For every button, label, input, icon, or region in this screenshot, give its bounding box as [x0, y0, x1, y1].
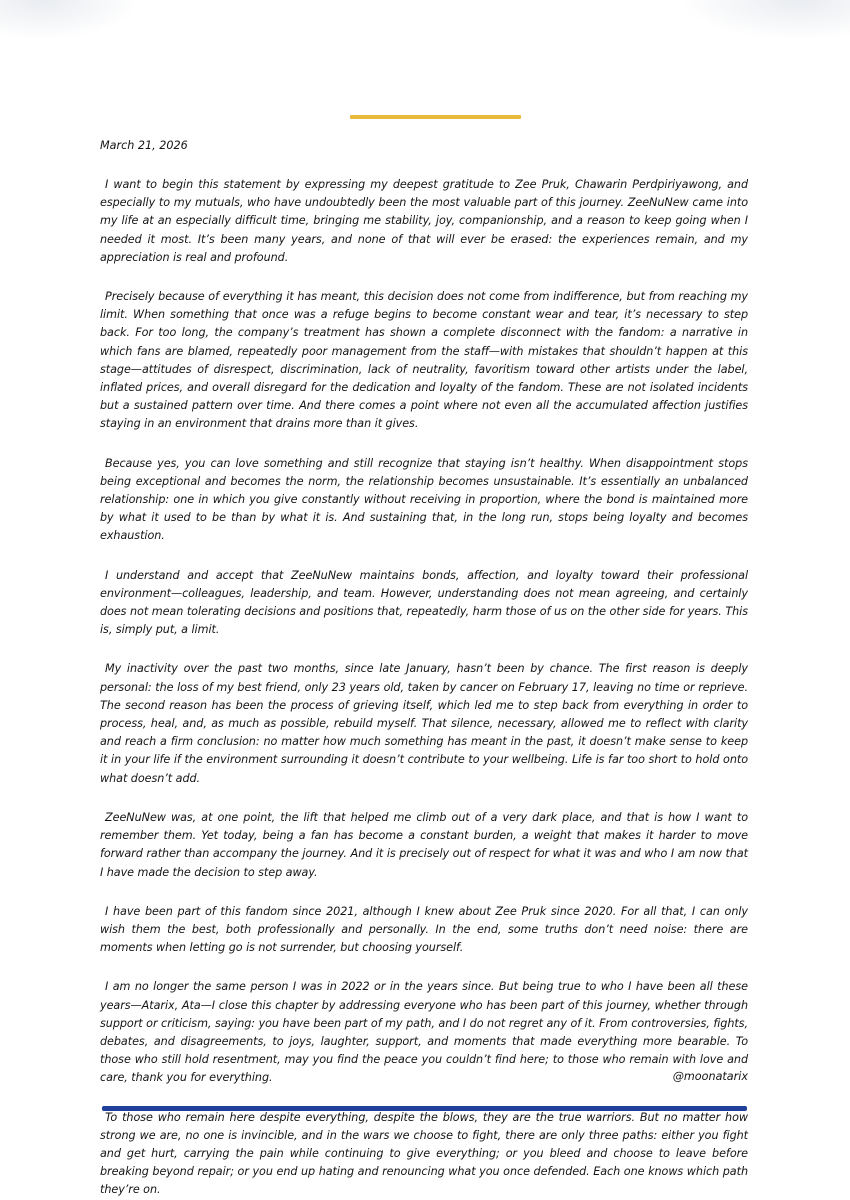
signature-handle: @moonatarix	[672, 1070, 748, 1083]
paragraph-warriors: To those who remain here despite everything, despite the blows, they are the true warriors. But no matter how strong we are, no one is invincible, and in the wars we choose to fight, there are only three paths: either you fight and get hurt, carrying the pain while continuing to give everything; or you bleed and choose to leave before breaking beyond repair; or you end up hating and renouncing what you once defended. Each one knows which path they’re on.	[100, 1110, 748, 1197]
letter-body	[100, 176, 748, 1200]
paragraph-farewell: I am no longer the same person I was in 2022 or in the years since. But being true to who I have been all these years—Atarix, Ata—I close this chapter by addressing everyone who has been part of this journey, whether through support or criticism, saying: you have been part of my path, and I do not regret any of it. From controversies, fights, debates, and disagreements, to joys, laughter, support, and moments that made everything more bearable. To those who still hold resentment, may you find the peace you couldn’t find here; to those who remain with love and care, thank you for everything.	[100, 980, 748, 1085]
paragraph-unhealthy: Because yes, you can love something and still recognize that staying isn’t healthy. When disappointment stops being exceptional and becomes the norm, the relationship becomes unsustainable. It’s essentially an unbalanced relationship: one in which you give constantly without receiving in proportion, where the bond is maintained more by what it used to be than by what it is. And sustaining that, in the long run, stops being loyalty and becomes exhaustion.	[100, 456, 748, 543]
paragraph-inactivity: My inactivity over the past two months, since late January, hasn’t been by chance. The first reason is deeply personal: the loss of my best friend, only 23 years old, taken by cancer on February 17, leaving no time or reprieve. The second reason has been the process of grieving itself, which led me to step back from everything in order to process, heal, and, as much as possible, rebuild myself. That silence, necessary, allowed me to reflect with clarity and reach a firm conclusion: no matter how much something has meant in the past, it doesn’t make sense to keep it in your life if the environment surrounding it doesn’t contribute to your wellbeing. Life is far too short to hold onto what doesn’t add.	[100, 662, 748, 785]
paragraph-understanding: I understand and accept that ZeeNuNew maintains bonds, affection, and loyalty toward their professional environment—colleagues, leadership, and team. However, understanding does not mean agreeing, and certainly does not mean tolerating decisions and positions that, repeatedly, harm those of us on the other side for years. This is, simply put, a limit.	[100, 568, 748, 637]
corner-shadow-left	[0, 0, 140, 40]
letter-date: March 21, 2026	[100, 139, 188, 152]
paragraph-decision: Precisely because of everything it has meant, this decision does not come from indifference, but from reaching my limit. When something that once was a refuge begins to become constant wear and tear, it’s necessary to step back. For too long, the company’s treatment has shown a complete disconnect with the fandom: a narrative in which fans are blamed, repeatedly poor management from the staff—with mistakes that shouldn’t happen at this stage—attitudes of disrespect, discrimination, lack of neutrality, favoritism toward other artists under the label, inflated prices, and overall disregard for the dedication and loyalty of the fandom. These are not isolated incidents but a sustained pattern over time. And there comes a point where not even all the accumulated affection justifies staying in an environment that drains more than it gives.	[100, 290, 748, 431]
top-accent-rule	[350, 115, 521, 119]
paragraph-remember: ZeeNuNew was, at one point, the lift that helped me climb out of a very dark place, and that is how I want to remember them. Yet today, being a fan has become a constant burden, a weight that makes it harder to move forward rather than accompany the journey. And it is precisely out of respect for what it was and who I am now that I have made the decision to step away.	[100, 810, 748, 879]
paragraph-gratitude: I want to begin this statement by expressing my deepest gratitude to Zee Pruk, Chawarin Perdpiriyawong, and especially to my mutuals, who have undoubtedly been the most valuable part of this journey. ZeeNuNew came into my life at an especially difficult time, bringing me stability, joy, companionship, and a reason to keep going when I needed it most. It’s been many years, and none of that will ever be erased: the experiences remain, and my appreciation is real and profound.	[100, 178, 748, 264]
bottom-accent-rule	[102, 1106, 747, 1111]
paragraph-fandom-history: I have been part of this fandom since 2021, although I knew about Zee Pruk since 2020. For all that, I can only wish them the best, both professionally and personally. In the end, some truths don’t need noise: there are moments when letting go is not surrender, but choosing yourself.	[100, 904, 748, 955]
corner-shadow-right	[680, 0, 850, 40]
